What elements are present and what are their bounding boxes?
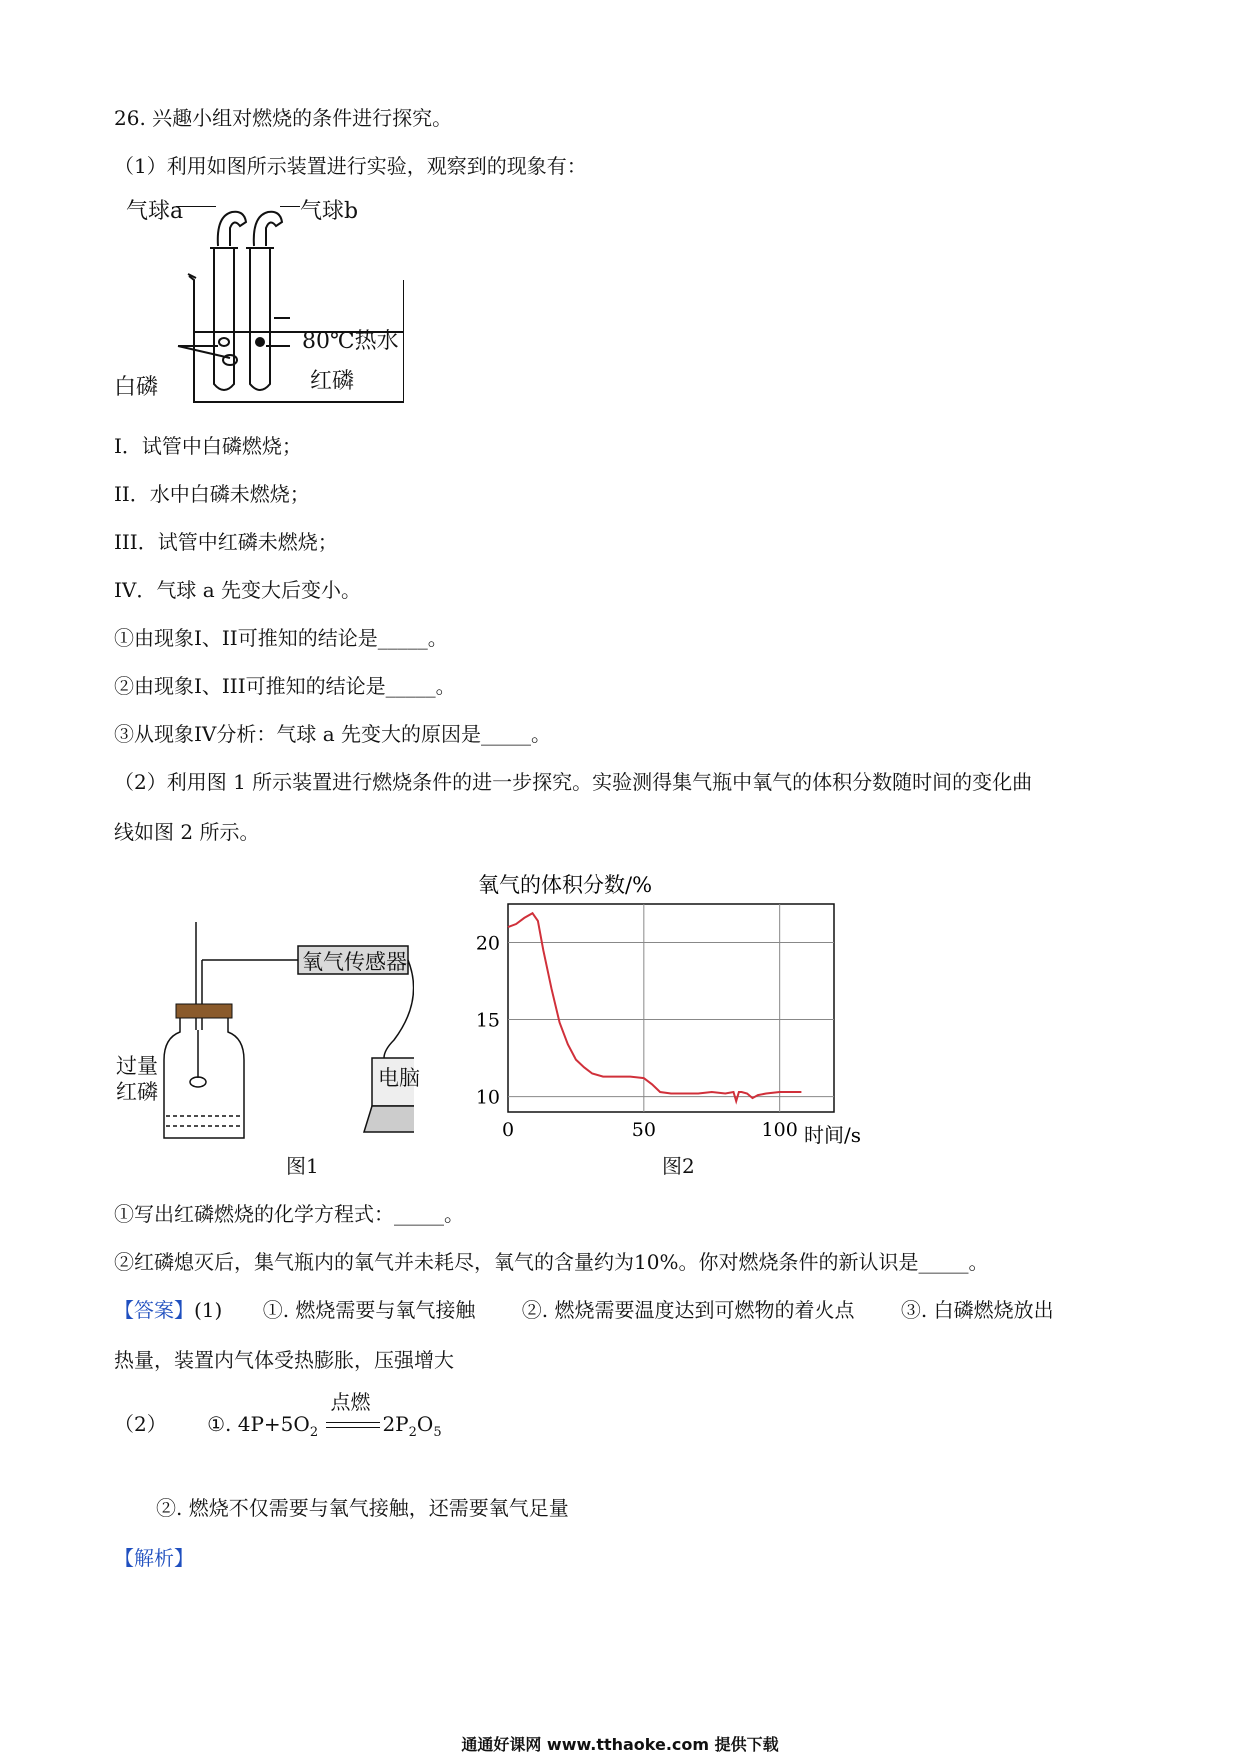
label-hot-water: 80℃热水 bbox=[302, 329, 399, 354]
answer-1-1: ①. 燃烧需要与氧气接触 bbox=[262, 1298, 476, 1322]
equation-arrow bbox=[324, 1389, 382, 1440]
label-white-phosphorus: 白磷 bbox=[114, 375, 159, 400]
label-balloon-b: 气球b bbox=[300, 199, 359, 224]
phenomenon-4: IV．气球 a 先变大后变小。 bbox=[114, 578, 361, 602]
computer-label: 电脑 bbox=[378, 1066, 420, 1090]
label-balloon-a: 气球a bbox=[126, 199, 184, 224]
equation-condition: 点燃 bbox=[330, 1389, 371, 1414]
test-tube-right bbox=[250, 248, 270, 390]
red-phosphorus-label-1: 过量 bbox=[116, 1054, 158, 1078]
red-phosphorus bbox=[255, 337, 265, 347]
part2-intro-line1: （2）利用图 1 所示装置进行燃烧条件的进一步探究。实验测得集气瓶中氧气的体积分数随时间的变化曲 bbox=[114, 770, 1033, 794]
answer-tag: 【答案】 bbox=[114, 1298, 194, 1322]
analysis-tag: 【解析】 bbox=[114, 1546, 194, 1570]
y-tick-label: 15 bbox=[475, 1009, 500, 1032]
subquestion-2-2: ②红磷熄灭后，集气瓶内的氧气并未耗尽，氧气的含量约为10%。你对燃烧条件的新认识是_____。 bbox=[114, 1250, 989, 1274]
answer-1-3-start: ③. 白磷燃烧放出 bbox=[900, 1298, 1054, 1322]
figure-2-caption: 图2 bbox=[662, 1154, 695, 1178]
equation-sub-o2: 2 bbox=[309, 1425, 319, 1440]
answer-equation-line bbox=[114, 1389, 442, 1447]
oxygen-curve bbox=[508, 913, 801, 1101]
part2-intro-line2: 线如图 2 所示。 bbox=[114, 820, 260, 844]
equation-reactants: ①. 4P+5O bbox=[207, 1412, 310, 1436]
equation-sub-p: 2 bbox=[408, 1425, 417, 1440]
x-axis-label: 时间/s bbox=[804, 1123, 862, 1147]
phenomenon-1: I．试管中白磷燃烧； bbox=[114, 434, 302, 458]
gas-bottle bbox=[164, 1012, 244, 1138]
sensor-label: 氧气传感器 bbox=[302, 950, 407, 974]
phenomenon-3: III．试管中红磷未燃烧； bbox=[114, 530, 338, 554]
x-tick-label: 0 bbox=[501, 1119, 515, 1141]
equation-product: 2P bbox=[382, 1412, 409, 1436]
computer-keyboard bbox=[364, 1106, 414, 1132]
page-footer: 通通好课网 www.tthaoke.com 提供下载 bbox=[461, 1735, 779, 1754]
y-tick-label: 20 bbox=[475, 932, 500, 955]
subquestion-1-1: ①由现象I、II可推知的结论是_____。 bbox=[114, 626, 448, 650]
x-tick-label: 100 bbox=[761, 1119, 798, 1141]
subquestion-2-1: ①写出红磷燃烧的化学方程式：_____。 bbox=[114, 1202, 464, 1226]
cork-stopper bbox=[176, 1004, 232, 1018]
part1-intro: （1）利用如图所示装置进行实验，观察到的现象有： bbox=[114, 154, 587, 178]
answer-2-2: ②. 燃烧不仅需要与氧气接触，还需要氧气足量 bbox=[156, 1496, 569, 1520]
subquestion-1-3: ③从现象IV分析：气球 a 先变大的原因是_____。 bbox=[114, 722, 551, 746]
balloon-a bbox=[218, 212, 246, 246]
y-tick-label: 10 bbox=[475, 1086, 500, 1109]
red-phosphorus-label-2: 红磷 bbox=[116, 1080, 158, 1104]
subquestion-1-2: ②由现象I、III可推知的结论是_____。 bbox=[114, 674, 456, 698]
test-tube-left bbox=[214, 248, 234, 390]
answer-1-2: ②. 燃烧需要温度达到可燃物的着火点 bbox=[521, 1298, 855, 1322]
phenomenon-2: II．水中白磷未燃烧； bbox=[114, 482, 310, 506]
balloon-b bbox=[254, 212, 282, 246]
chart-title: 氧气的体积分数/% bbox=[478, 873, 653, 897]
x-tick-label: 50 bbox=[631, 1119, 656, 1141]
white-phosphorus-tube bbox=[219, 338, 229, 346]
answer-part2-num: （2） bbox=[114, 1412, 167, 1436]
answer-line-2: 热量，装置内气体受热膨胀，压强增大 bbox=[114, 1348, 454, 1372]
question-title: 26. 兴趣小组对燃烧的条件进行探究。 bbox=[114, 106, 453, 130]
answer-line-1 bbox=[114, 1296, 1054, 1324]
chart-ticks bbox=[476, 933, 798, 1141]
equation-sub-o5: 5 bbox=[433, 1425, 442, 1440]
answer-part1-num: (1) bbox=[194, 1298, 223, 1322]
oxygen-fraction-chart bbox=[470, 866, 870, 1156]
figure-1-caption: 图1 bbox=[286, 1154, 319, 1178]
label-red-phosphorus: 红磷 bbox=[310, 369, 355, 394]
equation-o: O bbox=[416, 1412, 434, 1436]
